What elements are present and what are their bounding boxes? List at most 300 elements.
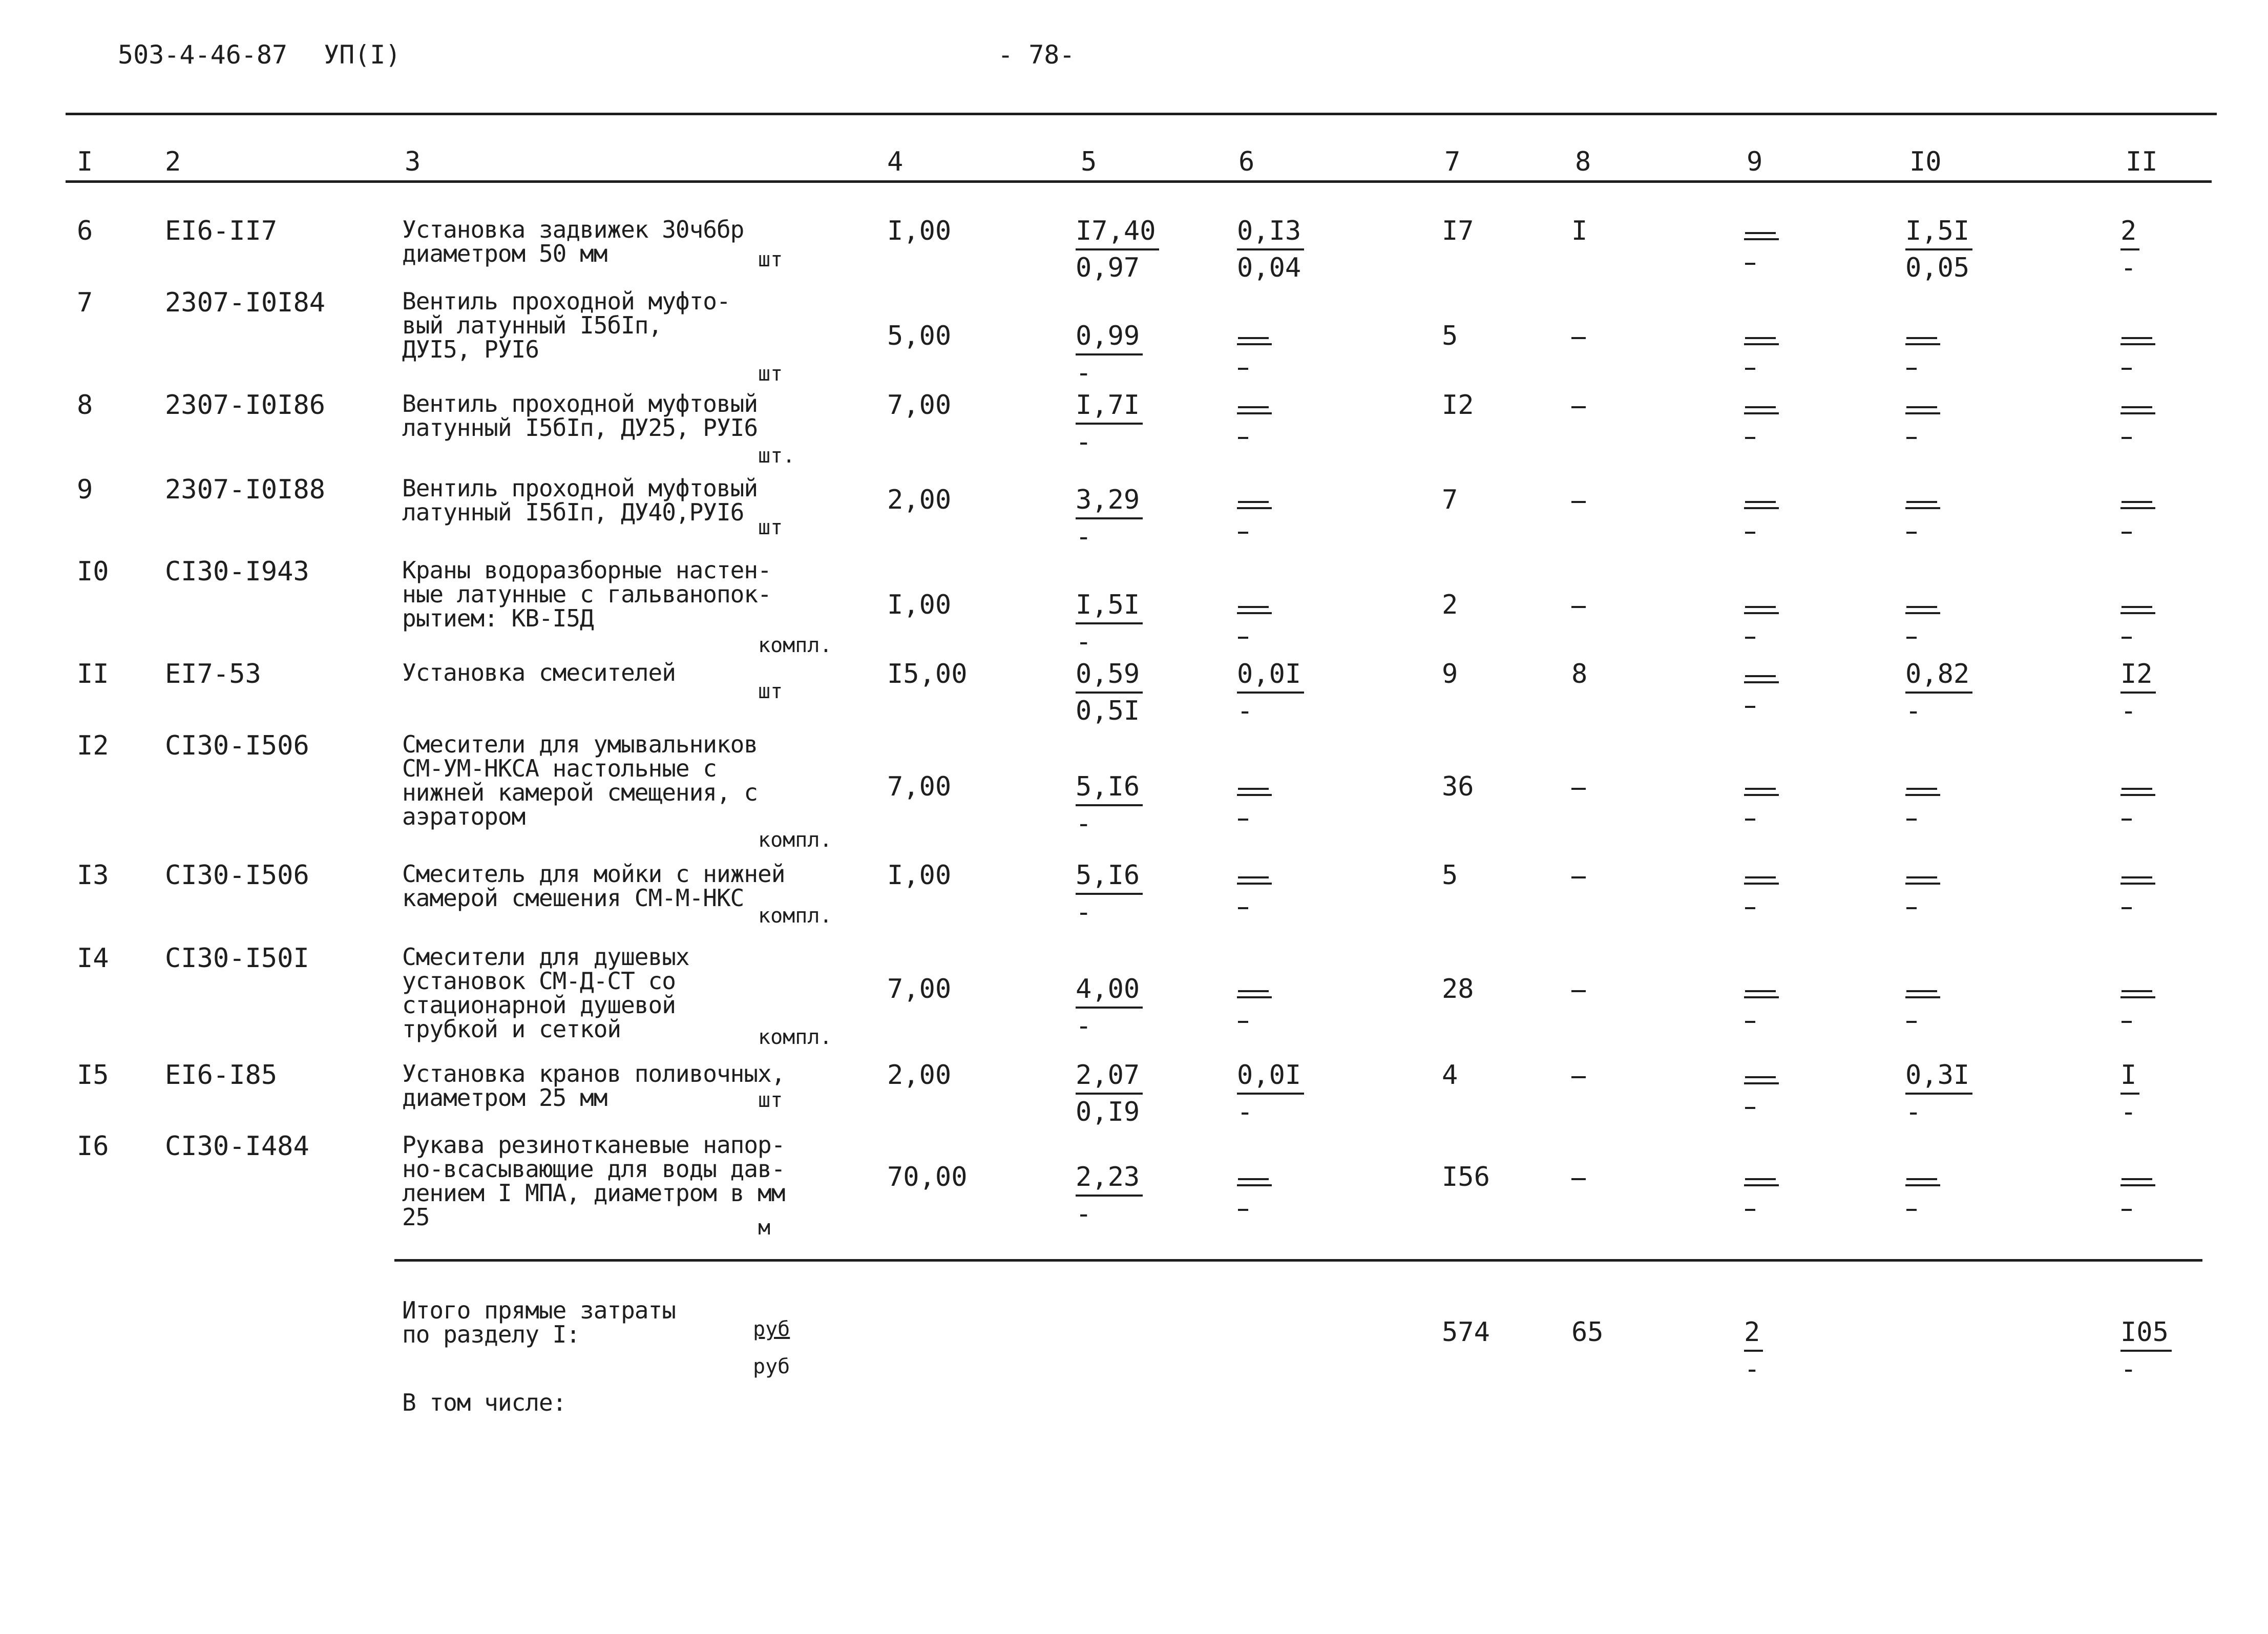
row-col10 xyxy=(1905,1062,1972,1125)
row-col6-dash-u xyxy=(1237,612,1272,614)
row-col8 xyxy=(1571,501,1586,503)
row-col6-dash-u xyxy=(1237,507,1272,509)
row-col10-dash-u xyxy=(1905,1184,1940,1186)
row-col11-dash-b xyxy=(2122,532,2132,534)
row-col6 xyxy=(1237,788,1272,821)
row-col6-dash-b xyxy=(1238,819,1248,821)
row-col6-top: 0,I3 xyxy=(1237,218,1304,250)
row-col6 xyxy=(1237,337,1272,370)
row-col11-dash-u xyxy=(2120,794,2155,796)
row-col9-dash-t xyxy=(1745,788,1776,790)
row-col11-dash-b xyxy=(2122,907,2132,909)
totals-col11-top: I05 xyxy=(2120,1319,2172,1352)
document-code: 503-4-46-87 xyxy=(118,40,288,70)
row-col8: 8 xyxy=(1571,659,1588,689)
row-col11-top: I2 xyxy=(2120,661,2156,694)
row-col9-dash-u xyxy=(1744,1184,1779,1186)
row-col6-dash-u xyxy=(1237,1184,1272,1186)
row-unit: компл. xyxy=(758,1025,832,1049)
row-col11-dash-t xyxy=(2122,788,2152,790)
row-unit: шт xyxy=(758,516,783,539)
row-unit: компл. xyxy=(758,828,832,852)
row-col6-bottom: - xyxy=(1237,1097,1253,1127)
totals-col8: 65 xyxy=(1571,1317,1604,1348)
row-col8 xyxy=(1571,1076,1586,1078)
row-description: Вентиль проходной муфтовый латунный I5бIп, ДУ40,РУI6 xyxy=(402,474,758,526)
row-cost-unit xyxy=(1076,323,1143,386)
row-col11-dash-b xyxy=(2122,1021,2132,1023)
row-col9-dash-t xyxy=(1745,232,1776,234)
totals-unit-top: руб xyxy=(753,1317,790,1341)
row-col8 xyxy=(1571,606,1586,608)
row-col9 xyxy=(1744,337,1779,370)
row-number: I0 xyxy=(77,556,109,587)
row-col9-dash-u xyxy=(1744,1082,1779,1084)
row-unit: компл. xyxy=(758,634,832,657)
row-col8 xyxy=(1571,788,1586,790)
row-col10 xyxy=(1905,406,1940,439)
column-header-1: I xyxy=(77,146,93,177)
row-cost-unit-bottom: - xyxy=(1076,1199,1092,1229)
row-col6 xyxy=(1237,661,1304,724)
row-cost-unit-top: 4,00 xyxy=(1076,976,1143,1009)
row-col11-bottom: - xyxy=(2120,1097,2137,1127)
row-col10-dash-t xyxy=(1906,1178,1937,1180)
row-cost-unit xyxy=(1076,218,1159,281)
row-col6-dash-u xyxy=(1237,412,1272,414)
row-col10-bottom: - xyxy=(1905,1097,1922,1127)
row-col10-dash-u xyxy=(1905,507,1940,509)
row-quantity: 7,00 xyxy=(887,771,952,802)
row-col9-dash-t xyxy=(1745,606,1776,608)
row-col10-dash-u xyxy=(1905,412,1940,414)
row-number: 9 xyxy=(77,474,93,505)
totals-including: В том числе: xyxy=(402,1389,566,1416)
row-total-cost: 7 xyxy=(1442,485,1458,515)
row-total-cost: 9 xyxy=(1442,659,1458,689)
row-number: 6 xyxy=(77,216,93,246)
row-col10-dash-t xyxy=(1906,788,1937,790)
row-col11-dash-b xyxy=(2122,1209,2132,1211)
row-col11-dash-u xyxy=(2120,612,2155,614)
row-col9-dash-b xyxy=(1745,1209,1755,1211)
row-cost-unit-bottom: - xyxy=(1076,897,1092,928)
row-col10-top: I,5I xyxy=(1905,218,1972,250)
row-cost-unit-bottom: - xyxy=(1076,358,1092,388)
row-cost-unit-bottom: 0,5I xyxy=(1076,696,1140,726)
row-col10-top: 0,82 xyxy=(1905,661,1972,694)
row-col6-dash-b xyxy=(1238,1021,1248,1023)
row-code: CI30-I484 xyxy=(165,1131,309,1162)
row-cost-unit-top: 2,07 xyxy=(1076,1062,1143,1095)
row-code: 2307-I0I84 xyxy=(165,287,326,318)
column-header-10: I0 xyxy=(1909,146,1942,177)
row-number: I6 xyxy=(77,1131,109,1162)
row-col11-dash-t xyxy=(2122,990,2152,992)
table-top-rule xyxy=(66,113,2217,115)
totals-unit-bottom: руб xyxy=(753,1355,790,1378)
row-col10-bottom: - xyxy=(1905,696,1922,726)
row-col11 xyxy=(2120,876,2155,909)
row-col11-dash-u xyxy=(2120,343,2155,345)
row-col6-dash-t xyxy=(1238,337,1269,339)
totals-label: Итого прямые затраты по разделу I: xyxy=(402,1296,676,1348)
row-col9 xyxy=(1744,1076,1779,1109)
row-col6-dash-b xyxy=(1238,437,1248,439)
row-col8 xyxy=(1571,876,1586,878)
row-col10-dash-u xyxy=(1905,612,1940,614)
row-description: Установка задвижек 30ч6бр диаметром 50 мм xyxy=(402,216,744,267)
row-col6-dash-b xyxy=(1238,907,1248,909)
row-col6-dash-b xyxy=(1238,1209,1248,1211)
row-col8 xyxy=(1571,1178,1586,1180)
column-header-5: 5 xyxy=(1081,146,1097,177)
column-header-7: 7 xyxy=(1444,146,1461,177)
row-col8 xyxy=(1571,337,1586,339)
row-col10-dash-b xyxy=(1906,1209,1917,1211)
totals-col9-top: 2 xyxy=(1744,1319,1763,1352)
row-unit: м xyxy=(758,1216,771,1240)
row-description: Смесители для умывальников СМ-УМ-НКСА настольные с нижней камерой смещения, с аэратором xyxy=(402,730,758,830)
row-col9 xyxy=(1744,232,1779,265)
row-col11-dash-u xyxy=(2120,996,2155,998)
row-cost-unit-top: 0,99 xyxy=(1076,323,1143,355)
row-col11 xyxy=(2120,661,2156,724)
row-code: EI6-II7 xyxy=(165,216,278,246)
row-unit: компл. xyxy=(758,904,832,928)
row-col9-dash-b xyxy=(1745,263,1755,265)
totals-col11 xyxy=(2120,1317,2172,1385)
row-col10-dash-b xyxy=(1906,532,1917,534)
row-col9-dash-u xyxy=(1744,681,1779,683)
row-col9-dash-u xyxy=(1744,343,1779,345)
row-quantity: 7,00 xyxy=(887,974,952,1004)
row-cost-unit-bottom: - xyxy=(1076,521,1092,552)
row-col6 xyxy=(1237,1178,1272,1211)
row-unit: шт. xyxy=(758,444,795,468)
row-total-cost: 5 xyxy=(1442,860,1458,891)
row-col11-dash-t xyxy=(2122,406,2152,408)
row-col6-dash-u xyxy=(1237,996,1272,998)
row-col9-dash-u xyxy=(1744,794,1779,796)
row-col8 xyxy=(1571,406,1586,408)
row-col11-dash-b xyxy=(2122,637,2132,639)
row-total-cost: I2 xyxy=(1442,390,1474,421)
row-col6-dash-t xyxy=(1238,1178,1269,1180)
row-col9-dash-b xyxy=(1745,368,1755,370)
row-description: Рукава резинотканевые напор- но-всасывающие для воды дав- лением I МПА, диаметром в мм 25 xyxy=(402,1131,785,1231)
row-cost-unit-bottom: 0,97 xyxy=(1076,253,1140,283)
row-col9-dash-u xyxy=(1744,883,1779,885)
row-col6-dash-b xyxy=(1238,368,1248,370)
row-cost-unit xyxy=(1076,773,1143,837)
row-cost-unit xyxy=(1076,592,1143,655)
row-quantity: I,00 xyxy=(887,216,952,246)
row-col11-dash-b xyxy=(2122,368,2132,370)
row-col11-dash-t xyxy=(2122,337,2152,339)
row-col10 xyxy=(1905,788,1940,821)
row-col6 xyxy=(1237,990,1272,1023)
row-col9 xyxy=(1744,501,1779,534)
column-header-6: 6 xyxy=(1238,146,1255,177)
row-col6-dash-u xyxy=(1237,794,1272,796)
row-col6-dash-b xyxy=(1238,637,1248,639)
row-cost-unit xyxy=(1076,661,1143,724)
row-col11-dash-u xyxy=(2120,1184,2155,1186)
row-cost-unit xyxy=(1076,1164,1143,1227)
row-number: I5 xyxy=(77,1060,109,1091)
row-unit: шт xyxy=(758,1088,783,1112)
column-header-8: 8 xyxy=(1575,146,1591,177)
row-col8 xyxy=(1571,990,1586,992)
row-col9 xyxy=(1744,788,1779,821)
row-col9-dash-b xyxy=(1745,907,1755,909)
row-col6 xyxy=(1237,218,1304,281)
row-col6-bottom: 0,04 xyxy=(1237,253,1301,283)
row-col11-dash-b xyxy=(2122,819,2132,821)
row-col10-dash-u xyxy=(1905,996,1940,998)
row-cost-unit-top: 2,23 xyxy=(1076,1164,1143,1197)
row-code: 2307-I0I88 xyxy=(165,474,326,505)
row-col10-dash-t xyxy=(1906,990,1937,992)
row-cost-unit-top: I,7I xyxy=(1076,392,1143,425)
row-total-cost: I7 xyxy=(1442,216,1474,246)
column-header-2: 2 xyxy=(165,146,181,177)
row-cost-unit-bottom: - xyxy=(1076,626,1092,657)
totals-col7: 574 xyxy=(1442,1317,1490,1348)
row-col6-dash-t xyxy=(1238,990,1269,992)
row-cost-unit xyxy=(1076,487,1143,550)
row-col10-dash-b xyxy=(1906,437,1917,439)
row-description: Смесители для душевых установок СМ-Д-СТ со стационарной душевой трубкой и сеткой xyxy=(402,943,689,1043)
row-col9-dash-u xyxy=(1744,612,1779,614)
row-col10 xyxy=(1905,876,1940,909)
row-number: I4 xyxy=(77,943,109,974)
row-col9-dash-b xyxy=(1745,437,1755,439)
row-col6-dash-t xyxy=(1238,606,1269,608)
row-col9-dash-t xyxy=(1745,876,1776,878)
row-cost-unit-bottom: - xyxy=(1076,1011,1092,1041)
row-number: I2 xyxy=(77,730,109,761)
row-number: II xyxy=(77,659,109,689)
row-col11-top: 2 xyxy=(2120,218,2139,250)
column-header-3: 3 xyxy=(405,146,421,177)
row-col9-dash-b xyxy=(1745,532,1755,534)
row-col9-dash-b xyxy=(1745,637,1755,639)
row-cost-unit xyxy=(1076,392,1143,455)
row-cost-unit xyxy=(1076,1062,1143,1125)
row-col10-dash-b xyxy=(1906,637,1917,639)
row-col9-dash-t xyxy=(1745,1076,1776,1078)
row-description: Установка кранов поливочных, диаметром 25 мм xyxy=(402,1060,785,1112)
row-col6-top: 0,0I xyxy=(1237,661,1304,694)
row-cost-unit-top: 5,I6 xyxy=(1076,773,1143,806)
row-quantity: I,00 xyxy=(887,860,952,891)
totals-col11-bottom: - xyxy=(2120,1354,2137,1385)
row-col10-bottom: 0,05 xyxy=(1905,253,1970,283)
row-col11 xyxy=(2120,501,2155,534)
row-col6-dash-t xyxy=(1238,788,1269,790)
row-col10 xyxy=(1905,1178,1940,1211)
row-cost-unit-top: 0,59 xyxy=(1076,661,1143,694)
row-code: CI30-I943 xyxy=(165,556,309,587)
row-col10-dash-b xyxy=(1906,1021,1917,1023)
row-col6-dash-u xyxy=(1237,883,1272,885)
row-col9-dash-t xyxy=(1745,1178,1776,1180)
row-code: EI7-53 xyxy=(165,659,261,689)
row-col6-dash-t xyxy=(1238,501,1269,503)
row-col9 xyxy=(1744,876,1779,909)
row-col11-bottom: - xyxy=(2120,253,2137,283)
row-col11 xyxy=(2120,406,2155,439)
row-col6 xyxy=(1237,876,1272,909)
row-number: I3 xyxy=(77,860,109,891)
column-header-4: 4 xyxy=(887,146,904,177)
row-quantity: 7,00 xyxy=(887,390,952,421)
row-col11-dash-b xyxy=(2122,437,2132,439)
row-col11-top: I xyxy=(2120,1062,2139,1095)
row-unit: шт xyxy=(758,248,783,271)
row-col9-dash-u xyxy=(1744,412,1779,414)
row-col11 xyxy=(2120,788,2155,821)
row-cost-unit-top: I,5I xyxy=(1076,592,1143,624)
row-col6-top: 0,0I xyxy=(1237,1062,1304,1095)
row-col6-dash-t xyxy=(1238,406,1269,408)
row-code: CI30-I50I xyxy=(165,943,309,974)
row-col9-dash-b xyxy=(1745,1021,1755,1023)
row-col9-dash-b xyxy=(1745,819,1755,821)
row-col10-dash-t xyxy=(1906,501,1937,503)
row-code: EI6-I85 xyxy=(165,1060,278,1091)
row-description: Смеситель для мойки с нижней камерой смешения СМ-М-НКС xyxy=(402,860,785,912)
row-col10-dash-t xyxy=(1906,406,1937,408)
row-col6 xyxy=(1237,501,1272,534)
row-cost-unit-bottom: - xyxy=(1076,427,1092,457)
row-col11 xyxy=(2120,218,2139,281)
row-quantity: 2,00 xyxy=(887,1060,952,1091)
row-total-cost: 28 xyxy=(1442,974,1474,1004)
row-col9 xyxy=(1744,606,1779,639)
column-header-11: II xyxy=(2126,146,2158,177)
row-cost-unit-top: 5,I6 xyxy=(1076,862,1143,895)
row-col10 xyxy=(1905,337,1940,370)
row-quantity: 2,00 xyxy=(887,485,952,515)
row-col9 xyxy=(1744,990,1779,1023)
row-col10-dash-t xyxy=(1906,337,1937,339)
row-quantity: I5,00 xyxy=(887,659,968,689)
row-col10-dash-t xyxy=(1906,876,1937,878)
totals-col9-bottom: - xyxy=(1744,1354,1760,1385)
row-col11-dash-t xyxy=(2122,876,2152,878)
row-col9 xyxy=(1744,1178,1779,1211)
row-total-cost: 5 xyxy=(1442,321,1458,351)
totals-col9 xyxy=(1744,1317,1763,1385)
header-bottom-rule xyxy=(66,180,2212,183)
page-number: - 78- xyxy=(998,40,1075,70)
row-cost-unit-top: 3,29 xyxy=(1076,487,1143,519)
row-col10 xyxy=(1905,990,1940,1023)
row-col9-dash-u xyxy=(1744,238,1779,240)
row-col11 xyxy=(2120,606,2155,639)
row-col9-dash-u xyxy=(1744,507,1779,509)
section-code: УП(I) xyxy=(324,40,401,70)
column-header-9: 9 xyxy=(1747,146,1763,177)
row-col10-dash-b xyxy=(1906,907,1917,909)
row-cost-unit-bottom: 0,I9 xyxy=(1076,1097,1140,1127)
row-col6-dash-u xyxy=(1237,343,1272,345)
row-total-cost: 4 xyxy=(1442,1060,1458,1091)
row-col6-bottom: - xyxy=(1237,696,1253,726)
row-col11-dash-t xyxy=(2122,1178,2152,1180)
row-col9-dash-t xyxy=(1745,675,1776,677)
row-col10-top: 0,3I xyxy=(1905,1062,1972,1095)
row-col10-dash-u xyxy=(1905,883,1940,885)
row-col9-dash-t xyxy=(1745,501,1776,503)
row-quantity: I,00 xyxy=(887,590,952,620)
row-code: CI30-I506 xyxy=(165,860,309,891)
row-col10-dash-u xyxy=(1905,794,1940,796)
row-col11-dash-u xyxy=(2120,883,2155,885)
row-col10 xyxy=(1905,661,1972,724)
row-cost-unit xyxy=(1076,862,1143,926)
row-col8: I xyxy=(1571,216,1588,246)
row-col10 xyxy=(1905,218,1972,281)
row-col11 xyxy=(2120,337,2155,370)
row-quantity: 70,00 xyxy=(887,1162,968,1192)
row-col10-dash-b xyxy=(1906,368,1917,370)
row-col6 xyxy=(1237,1062,1304,1125)
row-col10-dash-t xyxy=(1906,606,1937,608)
row-description: Установка смесителей xyxy=(402,659,676,686)
row-description: Вентиль проходной муфто- вый латунный I5бIп, ДУI5, РУI6 xyxy=(402,287,730,363)
row-col10 xyxy=(1905,501,1940,534)
row-col6-dash-b xyxy=(1238,532,1248,534)
row-col11-dash-u xyxy=(2120,412,2155,414)
row-cost-unit xyxy=(1076,976,1143,1039)
row-col6 xyxy=(1237,606,1272,639)
row-code: 2307-I0I86 xyxy=(165,390,326,421)
row-col11 xyxy=(2120,1178,2155,1211)
row-col9 xyxy=(1744,406,1779,439)
row-col11-dash-t xyxy=(2122,501,2152,503)
row-code: CI30-I506 xyxy=(165,730,309,761)
row-cost-unit-top: I7,40 xyxy=(1076,218,1159,250)
row-total-cost: 2 xyxy=(1442,590,1458,620)
row-number: 8 xyxy=(77,390,93,421)
row-col9-dash-t xyxy=(1745,990,1776,992)
row-number: 7 xyxy=(77,287,93,318)
row-total-cost: 36 xyxy=(1442,771,1474,802)
row-col11 xyxy=(2120,990,2155,1023)
row-col11-dash-t xyxy=(2122,606,2152,608)
row-col11-bottom: - xyxy=(2120,696,2137,726)
row-col9-dash-t xyxy=(1745,406,1776,408)
row-col6-dash-t xyxy=(1238,876,1269,878)
row-col11 xyxy=(2120,1062,2139,1125)
row-col9 xyxy=(1744,675,1779,708)
row-quantity: 5,00 xyxy=(887,321,952,351)
row-unit: шт xyxy=(758,362,783,386)
row-total-cost: I56 xyxy=(1442,1162,1490,1192)
row-col9-dash-u xyxy=(1744,996,1779,998)
row-description: Краны водоразборные настен- ные латунные с гальванопок- рытием: КВ-I5Д xyxy=(402,556,771,632)
row-col10-dash-b xyxy=(1906,819,1917,821)
row-col10-dash-u xyxy=(1905,343,1940,345)
row-col11-dash-u xyxy=(2120,507,2155,509)
row-col9-dash-b xyxy=(1745,706,1755,708)
row-col9-dash-t xyxy=(1745,337,1776,339)
row-cost-unit-bottom: - xyxy=(1076,808,1092,839)
